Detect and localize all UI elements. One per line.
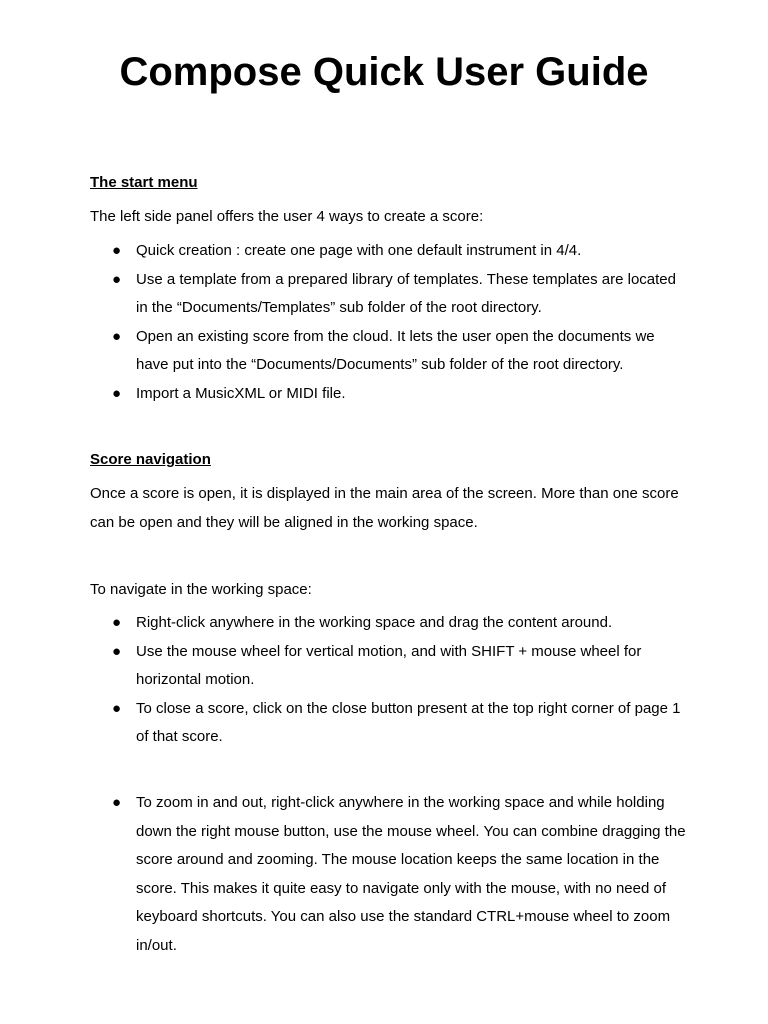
bullet-icon: ● [112, 614, 122, 631]
bullet-icon: ● [112, 384, 122, 402]
navigate-intro: To navigate in the working space: [90, 581, 312, 598]
bullet-icon: ● [112, 242, 122, 259]
list-item: ● Use a template from a prepared library of templates. These templates are located in the “Documents/Templates” sub folder of the root directory. [90, 266, 690, 323]
list-item: ● Import a MusicXML or MIDI file. [90, 380, 690, 409]
navigation-list [90, 609, 690, 752]
start-menu-intro: The left side panel offers the user 4 ways to create a score: [90, 208, 484, 225]
start-menu-list [90, 237, 690, 408]
list-item: ● Right-click anywhere in the working space and drag the content around. [90, 609, 690, 638]
section-heading-score-navigation: Score navigation [90, 451, 211, 468]
list-item: ● Use the mouse wheel for vertical motion, and with SHIFT + mouse wheel for horizontal motion. [90, 638, 690, 695]
zoom-list [90, 789, 690, 960]
bullet-icon: ● [112, 327, 122, 345]
list-item: ● To close a score, click on the close button present at the top right corner of page 1 of that score. [90, 695, 690, 752]
list-item: ● Quick creation : create one page with one default instrument in 4/4. [90, 237, 690, 266]
bullet-icon: ● [112, 270, 122, 288]
bullet-icon: ● [112, 794, 122, 811]
page-title: Compose Quick User Guide [119, 50, 649, 94]
score-navigation-intro: Once a score is open, it is displayed in the main area of the screen. More than one score can be open and they will be aligned in the working space. [90, 485, 679, 531]
list-item: ● Open an existing score from the cloud. It lets the user open the documents we have put into the “Documents/Documents” sub folder of the root directory. [90, 323, 690, 380]
bullet-icon: ● [112, 699, 122, 717]
section-heading-start-menu: The start menu [90, 174, 198, 191]
bullet-icon: ● [112, 642, 122, 660]
list-item: ● To zoom in and out, right-click anywhere in the working space and while holding down the right mouse button, use the mouse wheel. You can combine dragging the score around and zooming. The mouse location keeps the same location in the score. This makes it quite easy to navigate only with the mouse, with no need of keyboard shortcuts. You can also use the standard CTRL+mouse wheel to zoom in/out. [90, 789, 690, 960]
